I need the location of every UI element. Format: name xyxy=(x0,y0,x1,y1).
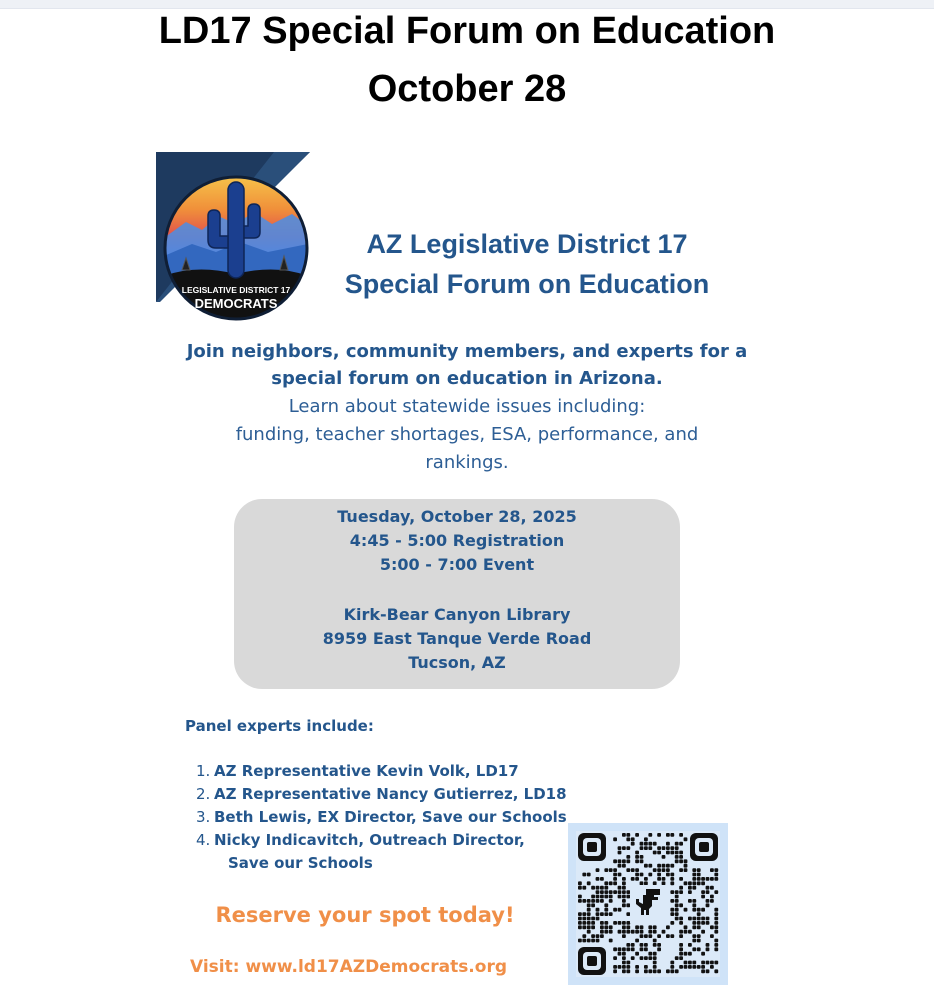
organization-title xyxy=(322,224,732,304)
event-city: Tucson, AZ xyxy=(408,653,506,672)
event-date: Tuesday, October 28, 2025 xyxy=(337,507,577,526)
flyer-headline: LD17 Special Forum on Education xyxy=(158,10,776,52)
panel-item: 4. Nicky Indicavitch, Outreach Director, Save our Schools xyxy=(196,831,525,872)
qr-finder-bottom-left xyxy=(578,947,606,975)
qr-finder-top-left xyxy=(578,833,606,861)
qr-code[interactable] xyxy=(568,823,728,985)
dinosaur-icon xyxy=(630,885,668,923)
event-details-box xyxy=(234,499,680,689)
qr-finder-top-right xyxy=(690,833,718,861)
svg-text:LEGISLATIVE DISTRICT 17: LEGISLATIVE DISTRICT 17 xyxy=(181,285,291,295)
ld17-democrats-logo xyxy=(156,152,316,324)
org-title-line2: Special Forum on Education xyxy=(344,269,710,299)
intro-bold-line2: special forum on education in Arizona. xyxy=(271,368,663,389)
panel-item: 1. AZ Representative Kevin Volk, LD17 xyxy=(196,762,519,780)
event-registration-time: 4:45 - 5:00 Registration xyxy=(349,531,565,550)
svg-text:DEMOCRATS: DEMOCRATS xyxy=(194,296,278,311)
flyer-headline-date: October 28 xyxy=(367,68,567,110)
intro-topics xyxy=(170,393,764,477)
panel-item: 3. Beth Lewis, EX Director, Save our Schools xyxy=(196,808,567,826)
intro-plain-line2: funding, teacher shortages, ESA, performance, and xyxy=(235,424,699,445)
intro-plain-line3: rankings. xyxy=(425,452,509,473)
event-venue: Kirk-Bear Canyon Library xyxy=(343,605,571,624)
panel-heading: Panel experts include: xyxy=(185,717,374,735)
org-title-line1: AZ Legislative District 17 xyxy=(366,229,688,259)
event-main-time: 5:00 - 7:00 Event xyxy=(379,555,535,574)
intro-invitation xyxy=(150,338,784,392)
panel-item: 2. AZ Representative Nancy Gutierrez, LD18 xyxy=(196,785,567,803)
reserve-call-to-action: Reserve your spot today! xyxy=(215,903,515,927)
panel-experts-list xyxy=(196,760,576,875)
event-address: 8959 East Tanque Verde Road xyxy=(322,629,592,648)
website-link[interactable]: Visit: www.ld17AZDemocrats.org xyxy=(190,957,507,977)
intro-plain-line1: Learn about statewide issues including: xyxy=(288,396,646,417)
intro-bold-line1: Join neighbors, community members, and experts for a xyxy=(186,341,748,362)
